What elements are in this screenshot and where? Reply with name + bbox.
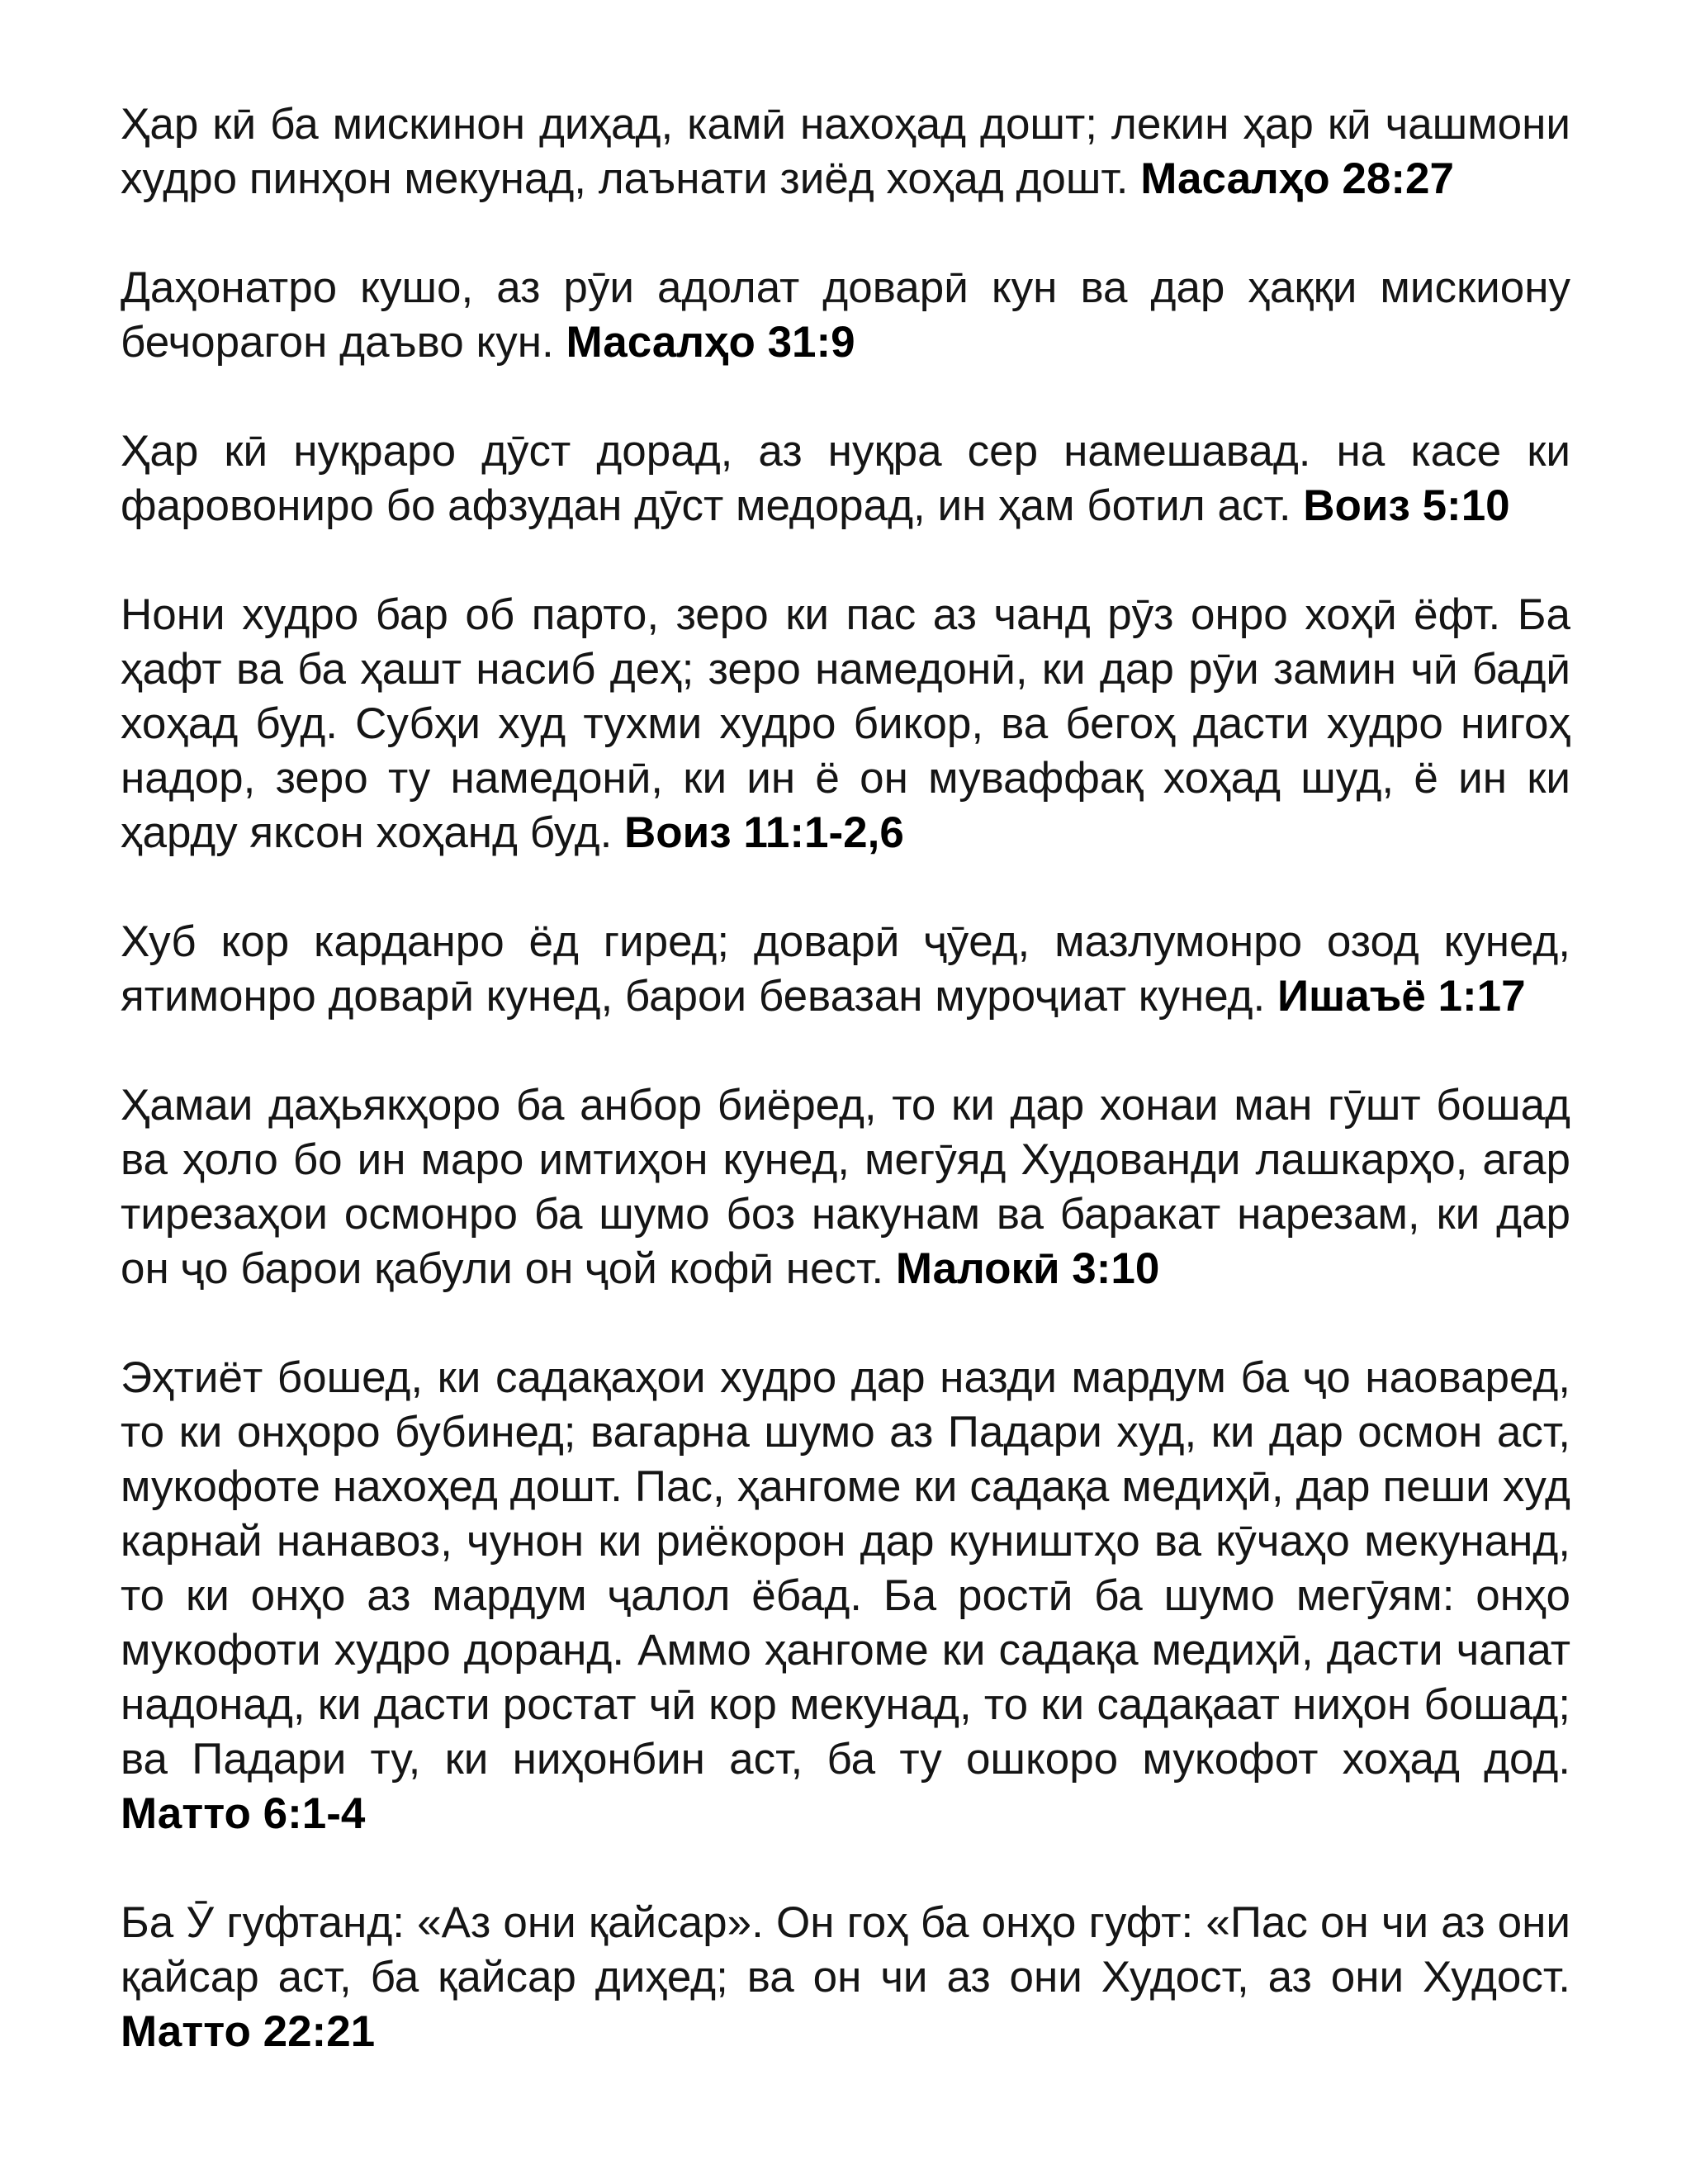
verse-reference: Матто 22:21 bbox=[121, 2007, 376, 2056]
verse-paragraph bbox=[121, 97, 1570, 206]
verse-reference: Воиз 11:1-2,6 bbox=[624, 808, 904, 857]
verse-text: Ҳар кӣ ба мискинон диҳад, камӣ нахоҳад дошт; лекин ҳар кӣ чашмони худро пинҳон мекунад, лаънати зиёд хоҳад дошт. bbox=[121, 100, 1570, 203]
verse-paragraph bbox=[121, 915, 1570, 1024]
verse-paragraph bbox=[121, 588, 1570, 860]
verse-reference: Ишаъё 1:17 bbox=[1277, 972, 1526, 1021]
verse-text: Нони худро бар об парто, зеро ки пас аз чанд рӯз онро хоҳӣ ёфт. Ба ҳафт ва ба ҳашт насиб деҳ; зеро намедонӣ, ки дар рӯи замин чӣ бадӣ хоҳад буд. Субҳи худ тухми худро бикор, ва бегоҳ дасти худро нигоҳ надор, зеро ту намедонӣ, ки ин ё он муваффақ хоҳад шуд, ё ин ки ҳарду яксон хоҳанд буд. bbox=[121, 590, 1570, 857]
verse-text: Даҳонатро кушо, аз рӯи адолат доварӣ кун ва дар ҳаққи мискиону бечорагон даъво кун. bbox=[121, 263, 1570, 367]
verse-reference: Масалҳо 31:9 bbox=[566, 318, 855, 367]
verse-reference: Масалҳо 28:27 bbox=[1140, 154, 1454, 203]
verse-text: Ҳамаи даҳьякҳоро ба анбор биёред, то ки дар хонаи ман гӯшт бошад ва ҳоло бо ин маро имтиҳон кунед, мегӯяд Худованди лашкарҳо, агар тирезаҳои осмонро ба шумо боз накунам ва баракат нарезам, ки дар он ҷо барои қабули он ҷой кофӣ нест. bbox=[121, 1081, 1570, 1293]
verse-paragraph bbox=[121, 1896, 1570, 2059]
verse-paragraph bbox=[121, 1351, 1570, 1841]
verse-reference: Матто 6:1-4 bbox=[121, 1789, 366, 1838]
verse-paragraph bbox=[121, 261, 1570, 370]
document-page bbox=[121, 97, 1570, 2059]
verse-text: Ҳар кӣ нуқраро дӯст дорад, аз нуқра сер намешавад. на касе ки фаровониро бо афзудан дӯст медорад, ин ҳам ботил аст. bbox=[121, 427, 1570, 530]
verse-text: Ба Ӯ гуфтанд: «Аз они қайсар». Он гоҳ ба онҳо гуфт: «Пас он чи аз они қайсар аст, ба қайсар диҳед; ва он чи аз они Худост, аз они Худост. bbox=[121, 1898, 1570, 2002]
verse-paragraph bbox=[121, 424, 1570, 533]
verse-reference: Малокӣ 3:10 bbox=[895, 1244, 1160, 1293]
verse-text: Хуб кор карданро ёд гиред; доварӣ ҷӯед, мазлумонро озод кунед, ятимонро доварӣ кунед, барои бевазан муроҷиат кунед. bbox=[121, 917, 1570, 1021]
verse-reference: Воиз 5:10 bbox=[1303, 481, 1510, 530]
verse-paragraph bbox=[121, 1078, 1570, 1296]
verse-text: Эҳтиёт бошед, ки садақаҳои худро дар назди мардум ба ҷо наоваред, то ки онҳоро бубинед; вагарна шумо аз Падари худ, ки дар осмон аст, мукофоте нахоҳед дошт. Пас, ҳангоме ки садақа медиҳӣ, дар пеши худ карнай нанавоз, чунон ки риёкорон дар куништҳо ва кӯчаҳо мекунанд, то ки онҳо аз мардум ҷалол ёбад. Ба ростӣ ба шумо мегӯям: онҳо мукофоти худро доранд. Аммо ҳангоме ки садақа медиҳӣ, дасти чапат надонад, ки дасти ростат чӣ кор мекунад, то ки садақаат ниҳон бошад; ва Падари ту, ки ниҳонбин аст, ба ту ошкоро мукофот хоҳад дод. bbox=[121, 1353, 1570, 1784]
